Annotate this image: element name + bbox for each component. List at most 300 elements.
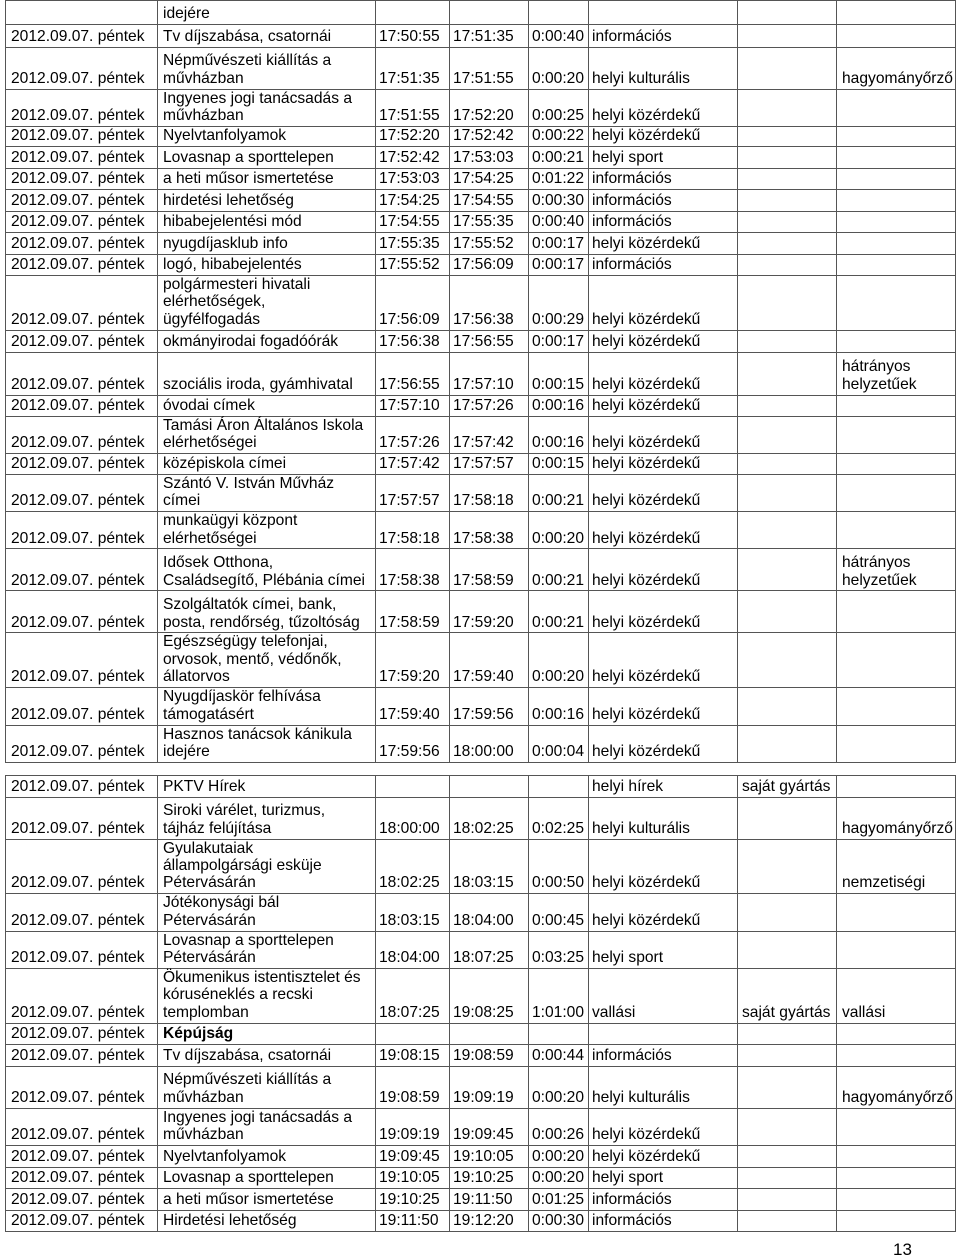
tag-cell: hagyományőrző [837,1066,956,1108]
duration-cell: 0:00:50 [529,839,589,894]
end-time-cell: 17:54:55 [450,189,529,211]
date-cell: 2012.09.07. péntek [6,168,158,189]
title-cell: Képújság [158,1023,376,1044]
date-cell: 2012.09.07. péntek [6,126,158,146]
title-cell: Nyugdíjaskör felhívása támogatásért [158,688,376,725]
production-cell [738,1210,837,1231]
date-cell: 2012.09.07. péntek [6,189,158,211]
title-cell: Jótékonysági bál Pétervásárán [158,894,376,931]
category-cell: helyi közérdekű [589,688,738,725]
date-cell: 2012.09.07. péntek [6,25,158,48]
tag-cell [837,232,956,254]
tag-cell [837,330,956,352]
duration-cell: 0:00:17 [529,254,589,275]
end-time-cell: 18:03:15 [450,839,529,894]
date-cell: 2012.09.07. péntek [6,47,158,89]
title-cell: Nyelvtanfolyamok [158,1145,376,1167]
date-cell: 2012.09.07. péntek [6,688,158,725]
start-time-cell: 17:57:42 [376,453,450,474]
end-time-cell [450,776,529,798]
production-cell [738,1023,837,1044]
date-cell: 2012.09.07. péntek [6,1188,158,1210]
duration-cell: 0:00:22 [529,126,589,146]
start-time-cell: 17:50:55 [376,25,450,48]
tag-cell [837,453,956,474]
end-time-cell: 17:56:55 [450,330,529,352]
production-cell [738,725,837,762]
category-cell: vallási [589,968,738,1023]
title-cell: Hasznos tanácsok kánikula idejére [158,725,376,762]
production-cell [738,89,837,126]
duration-cell [529,1023,589,1044]
schedule-row [6,968,956,1023]
title-cell: hirdetési lehetőség [158,189,376,211]
schedule-row [6,189,956,211]
end-time-cell: 17:57:42 [450,416,529,453]
date-cell: 2012.09.07. péntek [6,797,158,839]
schedule-row [6,1023,956,1044]
end-time-cell: 19:10:05 [450,1145,529,1167]
category-cell: információs [589,1210,738,1231]
start-time-cell [376,776,450,798]
tag-cell [837,633,956,688]
date-cell: 2012.09.07. péntek [6,89,158,126]
start-time-cell: 17:55:35 [376,232,450,254]
title-cell: Szolgáltatók címei, bank, posta, rendőrség, tűzoltóság [158,591,376,633]
date-cell: 2012.09.07. péntek [6,1044,158,1066]
start-time-cell: 17:59:20 [376,633,450,688]
production-cell: saját gyártás [738,776,837,798]
title-cell: logó, hibabejelentés [158,254,376,275]
start-time-cell: 19:10:25 [376,1188,450,1210]
start-time-cell: 17:51:35 [376,47,450,89]
end-time-cell: 17:58:38 [450,512,529,549]
tag-cell [837,474,956,511]
end-time-cell: 19:11:50 [450,1188,529,1210]
tag-cell [837,1023,956,1044]
schedule-row [6,776,956,798]
start-time-cell: 17:56:09 [376,275,450,330]
tag-cell [837,395,956,416]
date-cell: 2012.09.07. péntek [6,211,158,232]
production-cell [738,1,837,25]
schedule-row [6,416,956,453]
end-time-cell: 17:57:57 [450,453,529,474]
production-cell [738,189,837,211]
date-cell: 2012.09.07. péntek [6,330,158,352]
tag-cell [837,512,956,549]
tag-cell: hátrányos helyzetűek [837,352,956,395]
tag-cell [837,1167,956,1188]
production-cell: saját gyártás [738,968,837,1023]
duration-cell: 0:00:25 [529,89,589,126]
tag-cell [837,1145,956,1167]
production-cell [738,1145,837,1167]
production-cell [738,47,837,89]
start-time-cell: 19:11:50 [376,1210,450,1231]
start-time-cell: 17:51:55 [376,89,450,126]
title-cell: a heti műsor ismertetése [158,168,376,189]
production-cell [738,894,837,931]
category-cell: helyi közérdekű [589,232,738,254]
production-cell [738,126,837,146]
end-time-cell: 17:54:25 [450,168,529,189]
date-cell [6,1,158,25]
tag-cell [837,126,956,146]
start-time-cell: 19:10:05 [376,1167,450,1188]
title-cell: polgármesteri hivatali elérhetőségek, ügyfélfogadás [158,275,376,330]
tag-cell [837,168,956,189]
production-cell [738,633,837,688]
schedule-row [6,1108,956,1145]
start-time-cell: 17:58:38 [376,549,450,591]
duration-cell: 0:00:20 [529,633,589,688]
title-cell: Ingyenes jogi tanácsadás a művházban [158,89,376,126]
title-cell: okmányirodai fogadóórák [158,330,376,352]
start-time-cell: 17:57:26 [376,416,450,453]
schedule-row [6,126,956,146]
schedule-row [6,232,956,254]
tag-cell: hagyományőrző [837,47,956,89]
start-time-cell: 19:08:15 [376,1044,450,1066]
date-cell: 2012.09.07. péntek [6,1023,158,1044]
category-cell: információs [589,1188,738,1210]
duration-cell: 1:01:00 [529,968,589,1023]
start-time-cell: 17:59:40 [376,688,450,725]
schedule-row [6,1,956,25]
schedule-row [6,1210,956,1231]
tag-cell [837,688,956,725]
duration-cell [529,1,589,25]
end-time-cell: 17:59:20 [450,591,529,633]
end-time-cell: 19:08:25 [450,968,529,1023]
production-cell [738,232,837,254]
schedule-row [6,1066,956,1108]
end-time-cell: 17:56:09 [450,254,529,275]
date-cell: 2012.09.07. péntek [6,1167,158,1188]
title-cell: Népművészeti kiállítás a művházban [158,1066,376,1108]
category-cell [589,1,738,25]
tag-cell [837,89,956,126]
schedule-row [6,1167,956,1188]
title-cell: idejére [158,1,376,25]
date-cell: 2012.09.07. péntek [6,591,158,633]
category-cell: helyi közérdekű [589,474,738,511]
schedule-row [6,453,956,474]
date-cell: 2012.09.07. péntek [6,549,158,591]
end-time-cell: 19:12:20 [450,1210,529,1231]
end-time-cell: 17:51:55 [450,47,529,89]
category-cell: információs [589,25,738,48]
title-cell: Hirdetési lehetőség [158,1210,376,1231]
schedule-row [6,633,956,688]
title-cell: Lovasnap a sporttelepen [158,146,376,168]
category-cell: helyi közérdekű [589,894,738,931]
tag-cell [837,211,956,232]
tag-cell [837,1210,956,1231]
production-cell [738,931,837,968]
end-time-cell: 17:53:03 [450,146,529,168]
duration-cell: 0:00:16 [529,688,589,725]
start-time-cell: 18:03:15 [376,894,450,931]
duration-cell: 0:00:30 [529,189,589,211]
category-cell: helyi közérdekű [589,633,738,688]
title-cell: nyugdíjasklub info [158,232,376,254]
start-time-cell: 17:57:57 [376,474,450,511]
date-cell: 2012.09.07. péntek [6,725,158,762]
start-time-cell: 17:52:20 [376,126,450,146]
category-cell: helyi sport [589,146,738,168]
date-cell: 2012.09.07. péntek [6,1108,158,1145]
tag-cell [837,25,956,48]
duration-cell: 0:01:25 [529,1188,589,1210]
schedule-row [6,25,956,48]
tag-cell [837,894,956,931]
duration-cell: 0:00:16 [529,395,589,416]
duration-cell: 0:02:25 [529,797,589,839]
production-cell [738,1108,837,1145]
duration-cell: 0:01:22 [529,168,589,189]
end-time-cell: 18:07:25 [450,931,529,968]
title-cell: Ökumenikus istentisztelet és kóruséneklés a recski templomban [158,968,376,1023]
tag-cell [837,591,956,633]
schedule-table [5,0,956,763]
tag-cell [837,1108,956,1145]
tag-cell: hátrányos helyzetűek [837,549,956,591]
end-time-cell: 18:04:00 [450,894,529,931]
tag-cell: vallási [837,968,956,1023]
tag-cell [837,1044,956,1066]
schedule-table [5,775,956,1232]
category-cell: helyi közérdekű [589,416,738,453]
start-time-cell: 17:53:03 [376,168,450,189]
category-cell: helyi kulturális [589,1066,738,1108]
title-cell: Lovasnap a sporttelepen [158,1167,376,1188]
title-cell: Tv díjszabása, csatornái [158,25,376,48]
category-cell: helyi közérdekű [589,395,738,416]
production-cell [738,275,837,330]
date-cell: 2012.09.07. péntek [6,931,158,968]
category-cell: helyi közérdekű [589,725,738,762]
title-cell: hibabejelentési mód [158,211,376,232]
duration-cell: 0:00:40 [529,211,589,232]
end-time-cell: 17:55:35 [450,211,529,232]
duration-cell: 0:00:04 [529,725,589,762]
end-time-cell: 17:57:10 [450,352,529,395]
category-cell: helyi közérdekű [589,1108,738,1145]
start-time-cell [376,1,450,25]
start-time-cell: 17:54:55 [376,211,450,232]
end-time-cell: 17:52:20 [450,89,529,126]
title-cell: Népművészeti kiállítás a művházban [158,47,376,89]
start-time-cell: 18:02:25 [376,839,450,894]
tag-cell: nemzetiségi [837,839,956,894]
title-cell: Siroki várélet, turizmus, tájház felújítása [158,797,376,839]
start-time-cell: 17:59:56 [376,725,450,762]
schedule-row [6,931,956,968]
production-cell [738,797,837,839]
duration-cell: 0:00:20 [529,1167,589,1188]
category-cell: helyi közérdekű [589,330,738,352]
schedule-row [6,1044,956,1066]
production-cell [738,146,837,168]
tag-cell [837,146,956,168]
title-cell: a heti műsor ismertetése [158,1188,376,1210]
duration-cell: 0:00:21 [529,146,589,168]
start-time-cell: 19:08:59 [376,1066,450,1108]
production-cell [738,512,837,549]
start-time-cell: 19:09:45 [376,1145,450,1167]
start-time-cell: 17:52:42 [376,146,450,168]
production-cell [738,211,837,232]
production-cell [738,1066,837,1108]
start-time-cell: 19:09:19 [376,1108,450,1145]
title-cell: Gyulakutaiak állampolgársági esküje Pétervásárán [158,839,376,894]
duration-cell: 0:00:20 [529,47,589,89]
date-cell: 2012.09.07. péntek [6,776,158,798]
date-cell: 2012.09.07. péntek [6,232,158,254]
date-cell: 2012.09.07. péntek [6,474,158,511]
production-cell [738,1044,837,1066]
date-cell: 2012.09.07. péntek [6,275,158,330]
schedule-row [6,797,956,839]
duration-cell: 0:00:21 [529,474,589,511]
duration-cell: 0:00:26 [529,1108,589,1145]
duration-cell: 0:00:45 [529,894,589,931]
category-cell: információs [589,168,738,189]
category-cell: információs [589,189,738,211]
end-time-cell: 17:58:59 [450,549,529,591]
end-time-cell: 18:02:25 [450,797,529,839]
category-cell: helyi sport [589,1167,738,1188]
schedule-row [6,688,956,725]
production-cell [738,1167,837,1188]
end-time-cell: 19:09:45 [450,1108,529,1145]
date-cell: 2012.09.07. péntek [6,1066,158,1108]
end-time-cell: 19:10:25 [450,1167,529,1188]
schedule-row [6,591,956,633]
schedule-row [6,89,956,126]
title-cell: Nyelvtanfolyamok [158,126,376,146]
category-cell: helyi közérdekű [589,512,738,549]
end-time-cell: 17:59:56 [450,688,529,725]
category-cell: információs [589,254,738,275]
title-cell: Szántó V. István Művház címei [158,474,376,511]
start-time-cell: 18:00:00 [376,797,450,839]
duration-cell: 0:00:29 [529,275,589,330]
production-cell [738,1188,837,1210]
duration-cell: 0:00:30 [529,1210,589,1231]
tag-cell [837,254,956,275]
start-time-cell: 18:07:25 [376,968,450,1023]
date-cell: 2012.09.07. péntek [6,352,158,395]
title-cell: középiskola címei [158,453,376,474]
category-cell: helyi közérdekű [589,89,738,126]
title-cell: Lovasnap a sporttelepen Pétervásárán [158,931,376,968]
tag-cell [837,275,956,330]
duration-cell: 0:00:40 [529,25,589,48]
schedule-row [6,47,956,89]
category-cell: helyi kulturális [589,797,738,839]
tag-cell [837,189,956,211]
production-cell [738,839,837,894]
production-cell [738,453,837,474]
date-cell: 2012.09.07. péntek [6,839,158,894]
production-cell [738,254,837,275]
schedule-row [6,1145,956,1167]
title-cell: Idősek Otthona, Családsegítő, Plébánia címei [158,549,376,591]
production-cell [738,395,837,416]
date-cell: 2012.09.07. péntek [6,453,158,474]
end-time-cell: 19:09:19 [450,1066,529,1108]
start-time-cell: 17:58:18 [376,512,450,549]
duration-cell: 0:00:21 [529,591,589,633]
date-cell: 2012.09.07. péntek [6,416,158,453]
production-cell [738,549,837,591]
duration-cell: 0:00:15 [529,352,589,395]
category-cell: helyi közérdekű [589,1145,738,1167]
category-cell: helyi kulturális [589,47,738,89]
title-cell: Ingyenes jogi tanácsadás a művházban [158,1108,376,1145]
end-time-cell: 17:57:26 [450,395,529,416]
title-cell: Tv díjszabása, csatornái [158,1044,376,1066]
duration-cell: 0:00:16 [529,416,589,453]
tag-cell [837,776,956,798]
end-time-cell: 17:56:38 [450,275,529,330]
category-cell: információs [589,211,738,232]
start-time-cell: 17:56:55 [376,352,450,395]
category-cell: helyi közérdekű [589,275,738,330]
title-cell: óvodai címek [158,395,376,416]
start-time-cell [376,1023,450,1044]
schedule-row [6,839,956,894]
end-time-cell: 17:51:35 [450,25,529,48]
production-cell [738,416,837,453]
production-cell [738,25,837,48]
date-cell: 2012.09.07. péntek [6,254,158,275]
start-time-cell: 17:57:10 [376,395,450,416]
title-cell: Tamási Áron Általános Iskola elérhetőségei [158,416,376,453]
tag-cell [837,1188,956,1210]
production-cell [738,591,837,633]
start-time-cell: 17:55:52 [376,254,450,275]
production-cell [738,330,837,352]
date-cell: 2012.09.07. péntek [6,1145,158,1167]
schedule-row [6,1188,956,1210]
schedule-row [6,254,956,275]
schedule-row [6,549,956,591]
schedule-row [6,168,956,189]
production-cell [738,168,837,189]
category-cell: helyi közérdekű [589,549,738,591]
page-number: 13 [893,1240,912,1259]
date-cell: 2012.09.07. péntek [6,894,158,931]
duration-cell: 0:00:20 [529,512,589,549]
end-time-cell: 17:55:52 [450,232,529,254]
end-time-cell: 17:59:40 [450,633,529,688]
duration-cell: 0:00:44 [529,1044,589,1066]
end-time-cell: 17:52:42 [450,126,529,146]
title-cell: munkaügyi központ elérhetőségei [158,512,376,549]
category-cell: helyi közérdekű [589,591,738,633]
date-cell: 2012.09.07. péntek [6,395,158,416]
schedule-row [6,395,956,416]
title-cell: Egészségügy telefonjai, orvosok, mentő, védőnők, állatorvos [158,633,376,688]
start-time-cell: 18:04:00 [376,931,450,968]
category-cell: helyi közérdekű [589,126,738,146]
duration-cell [529,776,589,798]
end-time-cell: 18:00:00 [450,725,529,762]
